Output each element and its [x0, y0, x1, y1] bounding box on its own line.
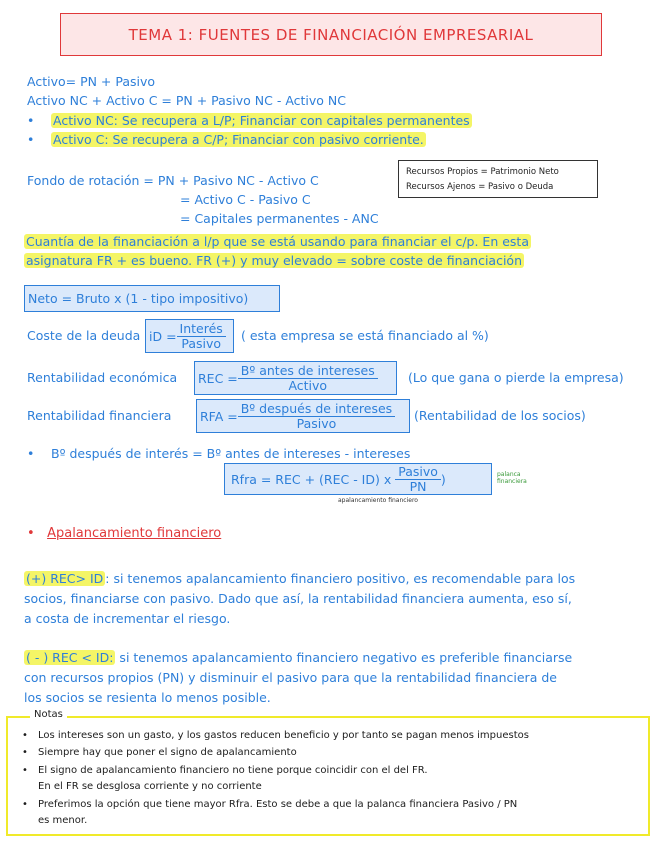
bullet-activo-c	[51, 132, 426, 147]
note-3b: En el FR se desglosa corriente y no corriente	[38, 781, 262, 792]
cuantia-line-2-text: asignatura FR + es bueno. FR (+) y muy elevado = sobre coste de financiación	[26, 253, 522, 268]
note-2: • Siempre hay que poner el signo de apalancamiento	[38, 747, 297, 758]
coste-deuda-den: Pasivo	[181, 335, 222, 351]
note-4: • Preferimos la opción que tiene mayor Rfra. Esto se debe a que la palanca financiera Pasivo / PN	[38, 799, 517, 810]
rec-fraction	[238, 364, 378, 393]
page-title-box	[60, 13, 602, 56]
bullet-bdi: • Bº después de interés = Bº antes de intereses - intereses	[51, 446, 410, 461]
pos-line-3: a costa de incrementar el riesgo.	[24, 611, 231, 626]
rec-lhs: REC =	[198, 370, 238, 386]
recursos-ajenos: Recursos Ajenos = Pasivo o Deuda	[406, 182, 554, 192]
pos-line-2: socios, financiarse con pasivo. Dado que así, la rentabilidad financiera aumenta, eso sí,	[24, 591, 572, 606]
fondo-rotacion-1: Fondo de rotación = PN + Pasivo NC - Activo C	[27, 173, 319, 188]
coste-deuda-label: Coste de la deuda	[27, 328, 141, 343]
rec-formula-box	[194, 361, 397, 395]
rfra-den: PN	[409, 478, 427, 494]
rfra-side-2: financiera	[497, 478, 527, 485]
bullet-activo-nc-text: Activo NC: Se recupera a L/P; Financiar con capitales permanentes	[53, 113, 470, 128]
coste-deuda-note: ( esta empresa se está financiado al %)	[241, 328, 489, 343]
rec-num: Bº antes de intereses	[238, 364, 378, 379]
rec-note: (Lo que gana o pierde la empresa)	[408, 370, 624, 385]
pos-key: (+) REC> ID	[26, 571, 104, 586]
rec-label: Rentabilidad económica	[27, 370, 178, 385]
neg-line-3: los socios se resienta lo menos posible.	[24, 690, 271, 705]
rfa-lhs: RFA =	[200, 408, 238, 424]
rfra-side-label	[497, 471, 527, 485]
neg-line-1	[24, 650, 572, 665]
rfra-lhs: Rfra = REC + (REC - ID) x	[231, 471, 392, 487]
rec-den: Activo	[288, 377, 328, 393]
coste-deuda-formula-box	[145, 319, 234, 353]
apalancamiento-title: Apalancamiento financiero	[47, 526, 222, 541]
equation-activo-desglose: Activo NC + Activo C = PN + Pasivo NC - Activo NC	[27, 93, 347, 108]
rfa-formula-box	[196, 399, 410, 433]
recursos-propios: Recursos Propios = Patrimonio Neto	[406, 167, 559, 177]
cuantia-line-2	[24, 253, 524, 268]
cuantia-line-1-text: Cuantía de la financiación a l/p que se está usando para financiar el c/p. En esta	[26, 234, 529, 249]
neg-line-2: con recursos propios (PN) y disminuir el pasivo para que la rentabilidad financiera de	[24, 670, 557, 685]
rfra-formula-box	[224, 463, 492, 495]
neto-formula-box	[24, 285, 280, 312]
coste-deuda-num: Interés	[177, 322, 226, 337]
rfra-fraction	[395, 465, 441, 494]
coste-deuda-fraction	[177, 322, 226, 351]
rfa-num: Bº después de intereses	[238, 402, 395, 417]
recursos-box	[398, 160, 598, 198]
pos-line-1-text: : si tenemos apalancamiento financiero positivo, es recomendable para los	[105, 571, 576, 586]
fondo-rotacion-2: = Activo C - Pasivo C	[180, 192, 311, 207]
note-4b: es menor.	[38, 815, 88, 826]
rfa-den: Pasivo	[296, 415, 337, 431]
notes-label: Notas	[30, 709, 67, 720]
coste-deuda-lhs: iD =	[149, 328, 177, 344]
bullet-activo-c-text: Activo C: Se recupera a C/P; Financiar con pasivo corriente.	[53, 132, 424, 147]
equation-activo: Activo= PN + Pasivo	[27, 74, 156, 89]
rfra-close: )	[440, 471, 446, 487]
rfra-side-1: palanca	[497, 471, 521, 478]
neg-key: ( - ) REC < ID:	[26, 650, 114, 665]
cuantia-line-1	[24, 234, 531, 249]
fondo-rotacion-3: = Capitales permanentes - ANC	[180, 211, 379, 226]
rfra-under-label: apalancamiento financiero	[338, 497, 418, 504]
neto-formula: Neto = Bruto x (1 - tipo impositivo)	[28, 291, 249, 306]
rfa-label: Rentabilidad financiera	[27, 408, 172, 423]
note-1: • Los intereses son un gasto, y los gastos reducen beneficio y por tanto se pagan menos impuestos	[38, 730, 529, 741]
rfra-num: Pasivo	[395, 465, 441, 480]
page-title: TEMA 1: FUENTES DE FINANCIACIÓN EMPRESARIAL	[128, 25, 534, 44]
apalancamiento-heading	[27, 526, 221, 541]
bullet-activo-nc	[51, 113, 472, 128]
note-3: • El signo de apalancamiento financiero no tiene porque coincidir con el del FR.	[38, 765, 428, 776]
pos-line-1	[24, 571, 575, 586]
rfa-note: (Rentabilidad de los socios)	[414, 408, 586, 423]
apalancamiento-bullet: •	[27, 526, 48, 541]
neg-line-1-text: si tenemos apalancamiento financiero negativo es preferible financiarse	[115, 650, 573, 665]
rfa-fraction	[238, 402, 395, 431]
